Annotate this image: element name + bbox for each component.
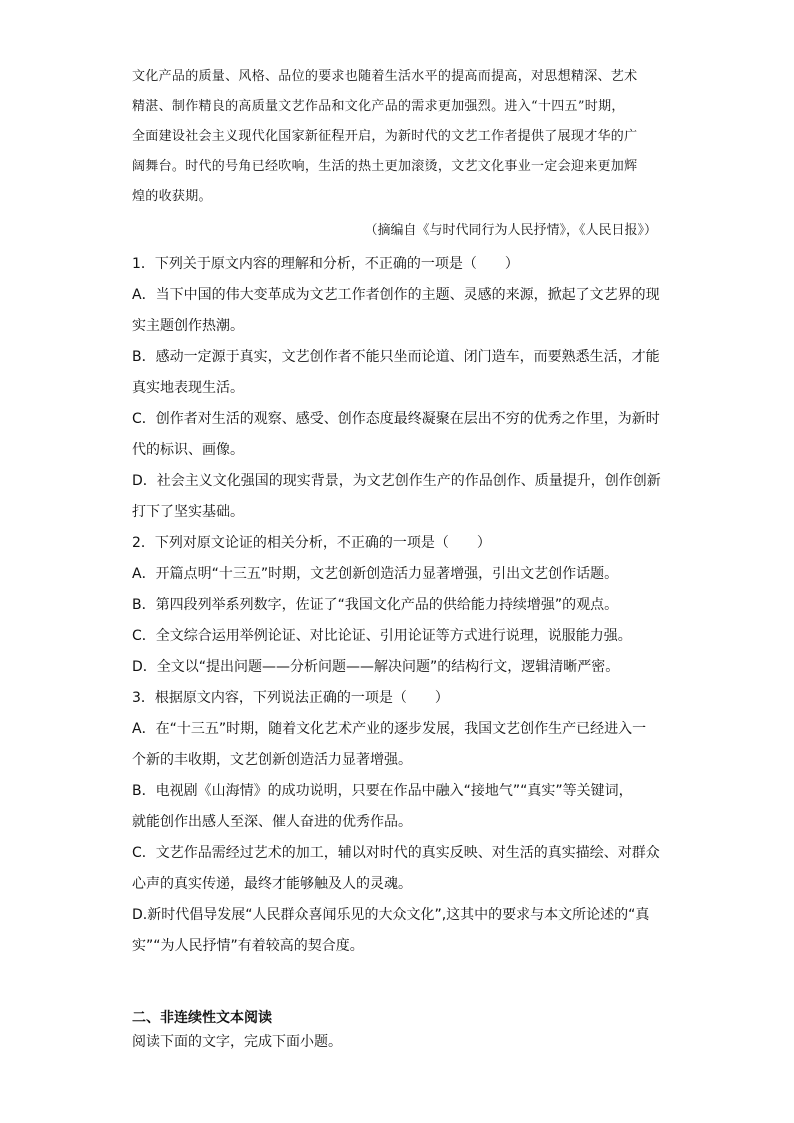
question-3-option-d: D.新时代倡导发展“人民群众喜闻乐见的大众文化”,这其中的要求与本文所论述的“真 [132, 907, 650, 923]
question-3-option-b-cont: 就能创作出感人至深、催人奋进的优秀作品。 [132, 814, 412, 830]
question-1-stem: 1．下列关于原文内容的理解和分析，不正确的一项是（ ） [132, 256, 519, 272]
passage-line: 煌的收获期。 [132, 189, 212, 204]
passage-excerpt [132, 62, 672, 212]
question-3-option-a: A．在“十三五”时期，随着文化艺术产业的逐步发展，我国文艺创作生产已经进入一 [132, 721, 647, 737]
question-3-option-c: C．文艺作品需经过艺术的加工，辅以对时代的真实反映、对生活的真实描绘、对群众 [132, 845, 660, 861]
question-2-option-b: B．第四段列举系列数字，佐证了“我国文化产品的供给能力持续增强”的观点。 [132, 597, 619, 613]
question-list [132, 249, 672, 962]
question-2-option-c: C．全文综合运用举例论证、对比论证、引用论证等方式进行说理，说服能力强。 [132, 628, 632, 644]
question-2-stem: 2．下列对原文论证的相关分析，不正确的一项是（ ） [132, 535, 491, 551]
question-1-option-d: D．社会主义文化强国的现实背景，为文艺创作生产的作品创作、质量提升，创作创新 [132, 473, 661, 489]
section-title: 二、非连续性文本阅读 [132, 1010, 272, 1026]
question-1-option-d-cont: 打下了坚实基础。 [132, 504, 244, 520]
passage-line: 全面建设社会主义现代化国家新征程开启，为新时代的文艺工作者提供了展现才华的广 [132, 129, 638, 144]
question-3-option-c-cont: 心声的真实传递，最终才能够触及人的灵魂。 [132, 876, 412, 892]
question-2-option-a: A．开篇点明“十三五”时期，文艺创新创造活力显著增强，引出文艺创作话题。 [132, 566, 619, 582]
question-1-option-c: C．创作者对生活的观察、感受、创作态度最终凝聚在层出不穷的优秀之作里，为新时 [132, 411, 660, 427]
question-3-stem: 3．根据原文内容，下列说法正确的一项是（ ） [132, 690, 449, 706]
passage-line: 文化产品的质量、风格、品位的要求也随着生活水平的提高而提高，对思想精深、艺术 [132, 69, 638, 84]
passage-line: 阔舞台。时代的号角已经吹响，生活的热土更加滚烫，文艺文化事业一定会迎来更加辉 [132, 159, 638, 174]
question-1-option-b-cont: 真实地表现生活。 [132, 380, 244, 396]
section-2 [132, 1006, 672, 1054]
question-1-option-a: A．当下中国的伟大变革成为文艺工作者创作的主题、灵感的来源，掀起了文艺界的现 [132, 287, 660, 303]
passage-source-citation: （摘编自《与时代同行为人民抒情》，《人民日报》） [364, 223, 657, 238]
question-3-option-d-cont: 实”“为人民抒情”有着较高的契合度。 [132, 938, 364, 954]
passage-line: 精湛、制作精良的高质量文艺作品和文化产品的需求更加强烈。进入“十四五”时期， [132, 99, 625, 114]
question-3-option-b: B．电视剧《山海情》的成功说明，只要在作品中融入“接地气”“真实”等关键词， [132, 783, 633, 799]
question-1-option-a-cont: 实主题创作热潮。 [132, 318, 244, 334]
question-1-option-b: B．感动一定源于真实，文艺创作者不能只坐而论道、闭门造车，而要熟悉生活，才能 [132, 349, 660, 365]
question-2-option-d: D．全文以“提出问题——分析问题——解决问题”的结构行文，逻辑清晰严密。 [132, 659, 620, 675]
section-instruction: 阅读下面的文字，完成下面小题。 [132, 1034, 342, 1050]
question-1-option-c-cont: 代的标识、画像。 [132, 442, 244, 458]
question-3-option-a-cont: 个新的丰收期，文艺创新创造活力显著增强。 [132, 752, 412, 768]
